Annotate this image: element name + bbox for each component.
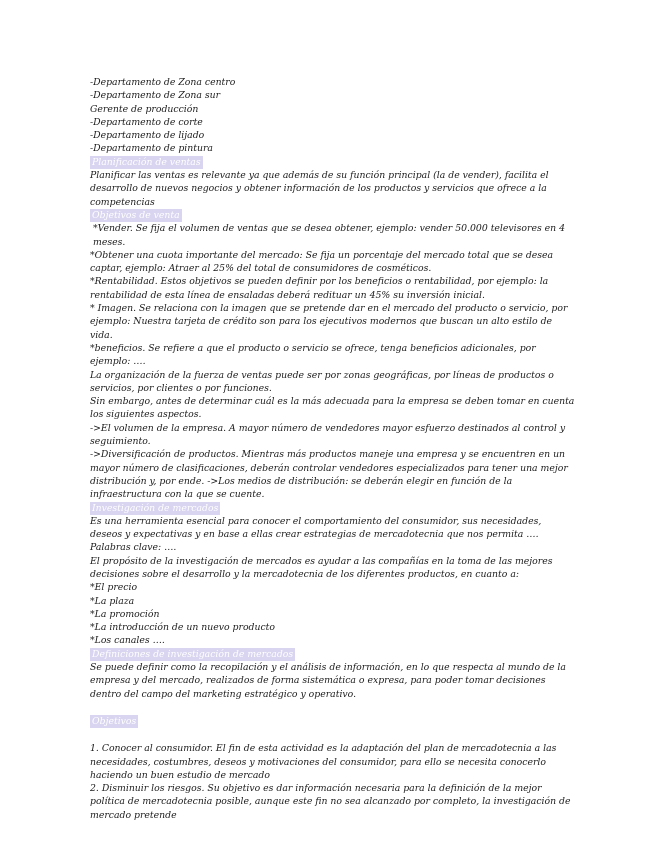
list-item: *Los canales …. — [90, 635, 165, 647]
list-item: *La introducción de un nuevo producto — [90, 622, 276, 634]
paragraph: *Rentabilidad. Estos objetivos se pueden definir por los beneficios o rentabilidad, por ejemplo: la rentabilidad de esta línea de ensaladas deberá redituar un 45% su inversión inicial. — [90, 276, 549, 301]
paragraph: *Obtener una cuota importante del mercado: Se fija un porcentaje del mercado total que se desea captar, ejemplo: Atraer al 25% del total de consumidores de cosméticos. — [90, 249, 554, 275]
text-line: -Departamento de pintura — [90, 143, 213, 155]
text-line: -Departamento de Zona centro — [90, 77, 236, 88]
text-line: -Departamento de corte — [90, 116, 203, 128]
text-line: Gerente de producción — [90, 103, 199, 115]
text-line: -Departamento de Zona sur — [90, 90, 221, 102]
list-item: *La plaza — [90, 595, 135, 607]
paragraph: ->Diversificación de productos. Mientras más productos maneje una empresa y se encuentren en un mayor número de clasificaciones, deberán controlar vendedores especializados para tener una mejor distribución y, por ende. ->Los medios de distribución: se deberán elegir en función de la infraestructura con la que se cuente. — [90, 449, 568, 501]
paragraph: Planificar las ventas es relevante ya que además de su función principal (la de vender), facilita el desarrollo de nuevos negocios y obtener información de los productos y servicios que ofrece a la competencias — [90, 170, 549, 208]
paragraph: 2. Disminuir los riesgos. Su objetivo es dar información necesaria para la definición de la mejor política de mercadotecnia posible, aunque este fin no sea alcanzado por completo, la investigación de mercado pretende — [90, 783, 571, 821]
heading-planificacion: Planificación de ventas — [92, 156, 201, 168]
paragraph: ->El volumen de la empresa. A mayor número de vendedores mayor esfuerzo destinados al control y seguimiento. — [90, 422, 566, 448]
heading-objetivos: Objetivos — [92, 715, 137, 727]
text-line: Palabras clave: …. — [90, 542, 177, 554]
list-item: *El precio — [90, 582, 138, 594]
paragraph: * Imagen. Se relaciona con la imagen que se pretende dar en el mercado del producto o servicio, por ejemplo: Nuestra tarjeta de crédito son para los ejecutivos modernos que buscan un alto estilo de vida. — [90, 303, 568, 341]
paragraph: El propósito de la investigación de mercados es ayudar a las compañías en la toma de las mejores decisiones sobre el desarrollo y la mercadotecnia de los diferentes productos, en cuanto a: — [90, 555, 553, 580]
paragraph: *Vender. Se fija el volumen de ventas que se desea obtener, ejemplo: vender 50.000 televisores en 4 meses. — [93, 223, 566, 248]
text-line: -Departamento de lijado — [90, 130, 205, 142]
paragraph: Se puede definir como la recopilación y el análisis de información, en lo que respecta al mundo de la empresa y del mercado, realizados de forma sistemática o expresa, para poder tomar decisiones dentro del campo del marketing estratégico y operativo. — [90, 662, 566, 700]
paragraph: *beneficios. Se refiere a que el producto o servicio se ofrece, tenga beneficios adicionales, por ejemplo: …. — [90, 342, 536, 368]
heading-objetivos-venta: Objetivos de venta — [92, 209, 180, 221]
list-item: *La promoción — [90, 608, 160, 620]
paragraph: Sin embargo, antes de determinar cuál es la más adecuada para la empresa se deben tomar en cuenta los siguientes aspectos. — [90, 396, 575, 421]
paragraph: Es una herramienta esencial para conocer el comportamiento del consumidor, sus necesidades, deseos y expectativas y en base a ellas crear estrategias de mercadotecnia que nos permita …. — [90, 515, 542, 541]
heading-definiciones: Definiciones de investigación de mercados — [92, 648, 294, 660]
paragraph: La organización de la fuerza de ventas puede ser por zonas geográficas, por líneas de productos o servicios, por clientes o por funciones. — [90, 369, 554, 394]
paragraph: 1. Conocer al consumidor. El fin de esta actividad es la adaptación del plan de mercadotecnia a las necesidades, costumbres, deseos y motivaciones del consumidor, para ello se necesita conocerlo haciendo un buen estudio de mercado — [90, 743, 557, 781]
heading-investigacion: Investigación de mercados — [92, 502, 219, 514]
